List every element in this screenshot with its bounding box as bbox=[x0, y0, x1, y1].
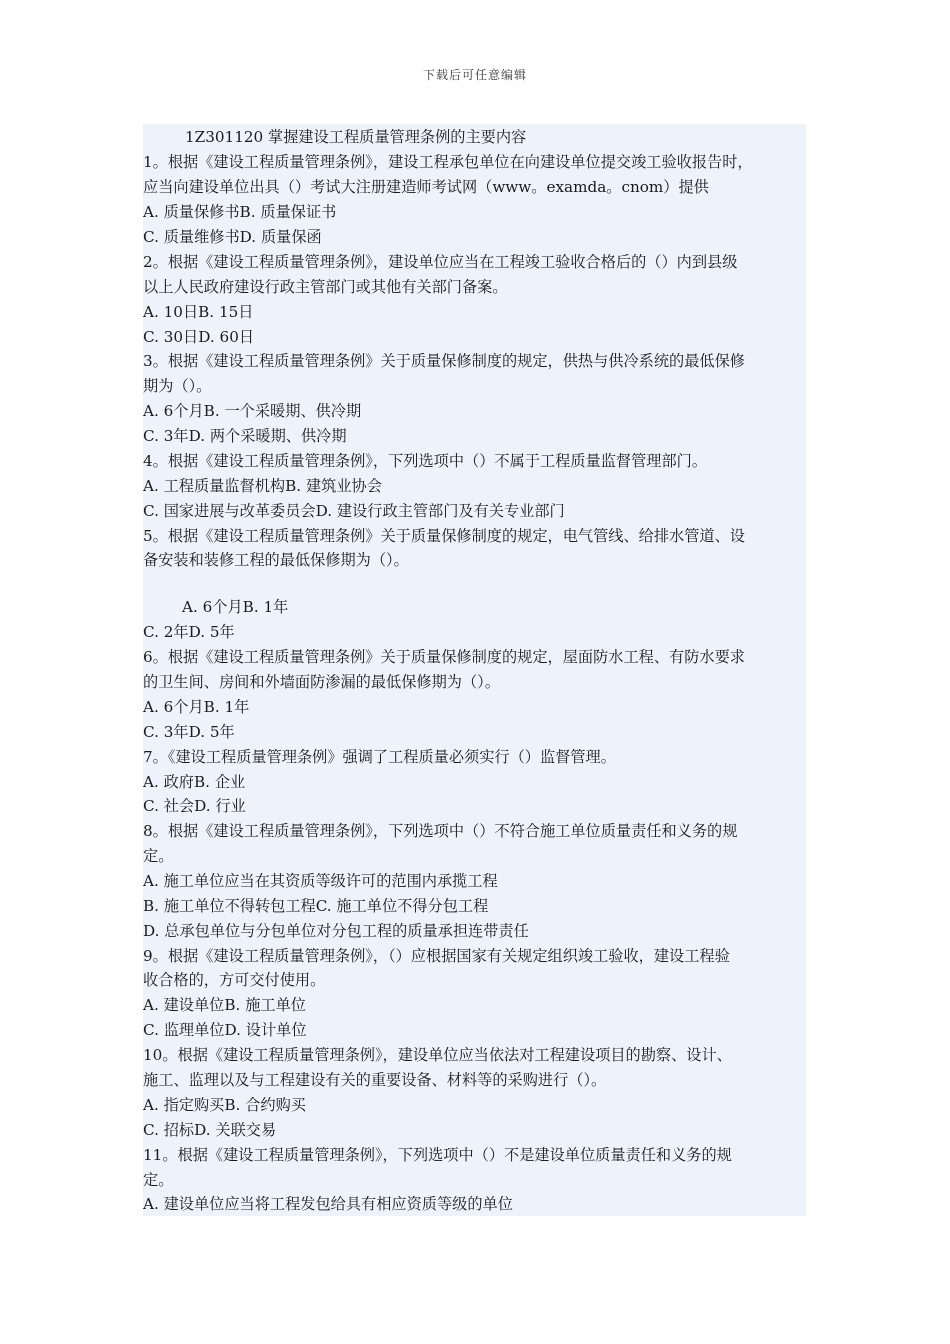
question-line: 施工、监理以及与工程建设有关的重要设备、材料等的采购进行（）。 bbox=[143, 1071, 607, 1089]
question-line: 收合格的，方可交付使用。 bbox=[143, 971, 326, 989]
option-line: B. 施工单位不得转包工程C. 施工单位不得分包工程 bbox=[143, 897, 489, 915]
question-line: 备安装和装修工程的最低保修期为（）。 bbox=[143, 551, 409, 569]
question-line: 6。根据《建设工程质量管理条例》关于质量保修制度的规定，屋面防水工程、有防水要求 bbox=[143, 648, 745, 666]
option-line: A. 指定购买B. 合约购买 bbox=[143, 1096, 306, 1114]
question-line: 定。 bbox=[143, 1171, 174, 1189]
option-line: C. 社会D. 行业 bbox=[143, 797, 246, 815]
option-line: C. 30日D. 60日 bbox=[143, 328, 255, 346]
question-line: 期为（）。 bbox=[143, 377, 212, 395]
section-title: 1Z301120 掌握建设工程质量管理条例的主要内容 bbox=[185, 128, 527, 146]
option-line: C. 质量维修书D. 质量保函 bbox=[143, 228, 322, 246]
question-line: 定。 bbox=[143, 847, 174, 865]
question-line: 10。根据《建设工程质量管理条例》，建设单位应当依法对工程建设项目的勘察、设计、 bbox=[143, 1046, 732, 1064]
question-line: 11。根据《建设工程质量管理条例》，下列选项中（）不是建设单位质量责任和义务的规 bbox=[143, 1146, 732, 1164]
option-line: C. 监理单位D. 设计单位 bbox=[143, 1021, 307, 1039]
option-line: A. 6个月B. 1年 bbox=[143, 698, 250, 716]
option-line: A. 建设单位B. 施工单位 bbox=[143, 996, 306, 1014]
option-line: C. 2年D. 5年 bbox=[143, 623, 235, 641]
option-line: C. 3年D. 两个采暖期、供冷期 bbox=[143, 427, 347, 445]
option-line: A. 工程质量监督机构B. 建筑业协会 bbox=[143, 477, 382, 495]
question-line: 3。根据《建设工程质量管理条例》关于质量保修制度的规定，供热与供冷系统的最低保修 bbox=[143, 352, 745, 370]
question-line: 2。根据《建设工程质量管理条例》，建设单位应当在工程竣工验收合格后的（）内到县级 bbox=[143, 253, 738, 271]
option-line: A. 政府B. 企业 bbox=[143, 773, 246, 791]
question-line: 8。根据《建设工程质量管理条例》，下列选项中（）不符合施工单位质量责任和义务的规 bbox=[143, 822, 738, 840]
option-line: A. 6个月B. 一个采暖期、供冷期 bbox=[143, 402, 362, 420]
question-line: 应当向建设单位出具（）考试大注册建造师考试网（www。examda。cnom）提供 bbox=[143, 178, 709, 196]
option-line: A. 建设单位应当将工程发包给具有相应资质等级的单位 bbox=[143, 1195, 513, 1213]
option-line: C. 招标D. 关联交易 bbox=[143, 1121, 277, 1139]
option-line: A. 施工单位应当在其资质等级许可的范围内承揽工程 bbox=[143, 872, 498, 890]
option-line: A. 10日B. 15日 bbox=[143, 303, 254, 321]
question-line: 4。根据《建设工程质量管理条例》，下列选项中（）不属于工程质量监督管理部门。 bbox=[143, 452, 708, 470]
option-line: D. 总承包单位与分包单位对分包工程的质量承担连带责任 bbox=[143, 922, 529, 940]
option-line: C. 3年D. 5年 bbox=[143, 723, 235, 741]
option-line: A. 质量保修书B. 质量保证书 bbox=[143, 203, 337, 221]
question-line: 1。根据《建设工程质量管理条例》，建设工程承包单位在向建设单位提交竣工验收报告时， bbox=[143, 153, 753, 171]
question-line: 9。根据《建设工程质量管理条例》，（）应根据国家有关规定组织竣工验收，建设工程验 bbox=[143, 947, 730, 965]
page-header: 下载后可任意编辑 bbox=[422, 68, 527, 82]
question-line: 以上人民政府建设行政主管部门或其他有关部门备案。 bbox=[143, 278, 508, 296]
option-line: C. 国家进展与改革委员会D. 建设行政主管部门及有关专业部门 bbox=[143, 502, 565, 520]
option-line: A. 6个月B. 1年 bbox=[182, 598, 289, 616]
question-line: 7。《建设工程质量管理条例》强调了工程质量必须实行（）监督管理。 bbox=[143, 748, 616, 766]
question-line: 的卫生间、房间和外墙面防渗漏的最低保修期为（）。 bbox=[143, 673, 500, 691]
question-line: 5。根据《建设工程质量管理条例》关于质量保修制度的规定，电气管线、给排水管道、设 bbox=[143, 527, 745, 545]
